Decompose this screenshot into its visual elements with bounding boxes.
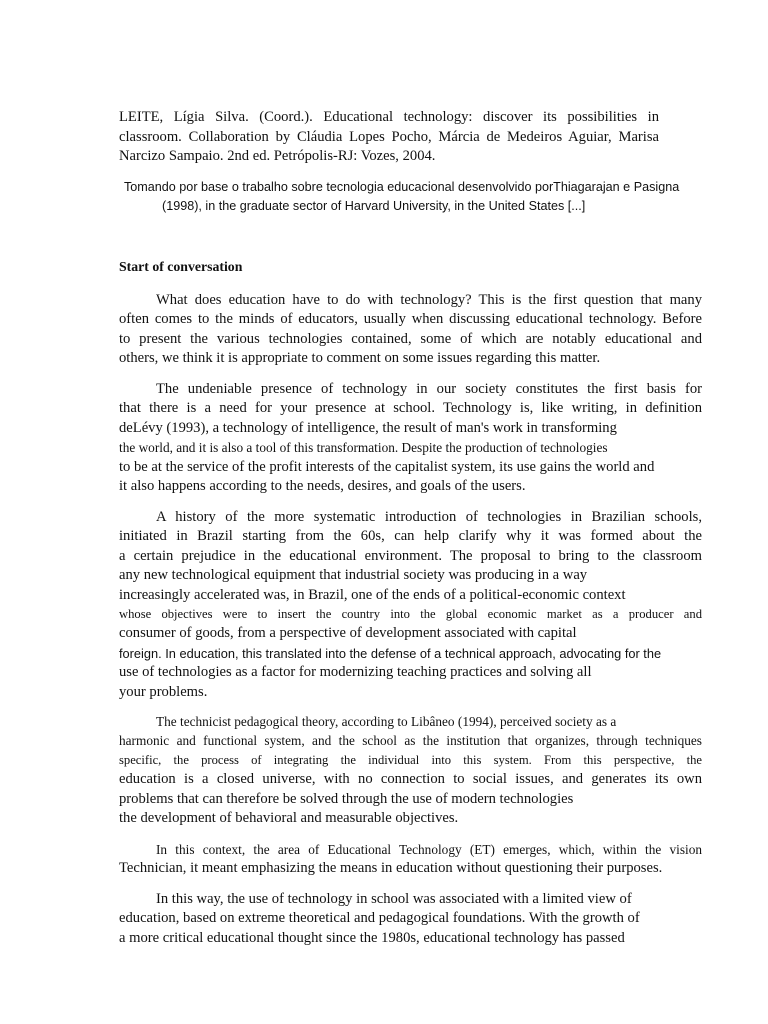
paragraph-line: In this way, the use of technology in school was associated with a limited view of <box>156 891 632 907</box>
paragraph-line: initiated in Brazil starting from the 60s, can help clarify why it was formed about the <box>119 528 702 545</box>
paragraph-line: whose objectives were to insert the country into the global economic market as a producer and <box>119 607 702 622</box>
bibliographic-citation <box>119 108 659 167</box>
paragraph-5 <box>119 840 702 879</box>
section-heading: Start of conversation <box>119 259 243 274</box>
paragraph-line: consumer of goods, from a perspective of development associated with capital <box>119 625 577 642</box>
paragraph-line: the development of behavioral and measurable objectives. <box>119 810 459 827</box>
paragraph-line: it also happens according to the needs, desires, and goals of the users. <box>119 478 526 495</box>
paragraph-line: The technicist pedagogical theory, according to Libâneo (1994), perceived society as a <box>156 714 617 729</box>
paragraph-line: deLévy (1993), a technology of intelligence, the result of man's work in transforming <box>119 419 617 436</box>
paragraph-line: harmonic and functional system, and the school as the institution that organizes, through techniques <box>119 733 702 749</box>
paragraph-line: your problems. <box>119 683 208 700</box>
paragraph-line: problems that can therefore be solved through the use of modern technologies <box>119 790 574 807</box>
paragraph-line: specific, the process of integrating the individual into this system. From this perspective, the <box>119 752 702 767</box>
epigraph-line: (1998), in the graduate sector of Harvard University, in the United States [...] <box>162 199 586 213</box>
paragraph-line: What does education have to do with technology? This is the first question that many <box>156 292 702 308</box>
paragraph-line: use of technologies as a factor for modernizing teaching practices and solving all <box>119 664 592 681</box>
paragraph-line: a certain prejudice in the educational environment. The proposal to bring to the classroom <box>119 547 702 564</box>
paragraph-line: often comes to the minds of educators, usually when discussing educational technology. Before <box>119 311 702 328</box>
paragraph-line: Technician, it meant emphasizing the means in education without questioning their purposes. <box>119 860 663 877</box>
paragraph-line: The undeniable presence of technology in our society constitutes the first basis for <box>156 381 702 397</box>
epigraph-line: Tomando por base o trabalho sobre tecnologia educacional desenvolvido porThiagarajan e Pasigna <box>124 180 680 194</box>
paragraph-line: any new technological equipment that industrial society was producing in a way <box>119 567 588 584</box>
paragraph-line: to be at the service of the profit interests of the capitalist system, its use gains the world and <box>119 458 655 475</box>
paragraph-1 <box>119 291 702 369</box>
paragraph-4 <box>119 712 702 828</box>
paragraph-line: education, based on extreme theoretical and pedagogical foundations. With the growth of <box>119 910 640 927</box>
paragraph-line: In this context, the area of Educational Technology (ET) emerges, which, within the vision <box>156 842 702 857</box>
paragraph-line: a more critical educational thought since the 1980s, educational technology has passed <box>119 929 625 946</box>
paragraph-3 <box>119 508 702 702</box>
paragraph-line: others, we think it is appropriate to comment on some issues regarding this matter. <box>119 350 601 367</box>
paragraph-2 <box>119 380 702 496</box>
paragraph-line: that there is a need for your presence at school. Technology is, like writing, in definition <box>119 400 702 417</box>
citation-line: LEITE, Lígia Silva. (Coord.). Educational technology: discover its possibilities in <box>119 109 659 125</box>
epigraph-quote <box>124 178 684 216</box>
paragraph-line: education is a closed universe, with no connection to social issues, and generates its own <box>119 771 702 788</box>
paragraph-line: the world, and it is also a tool of this transformation. Despite the production of technologies <box>119 440 608 456</box>
paragraph-line: to present the various technologies contained, some of which are notably educational and <box>119 330 702 347</box>
paragraph-line: foreign. In education, this translated into the defense of a technical approach, advocating for the <box>119 645 662 661</box>
citation-line: Narcizo Sampaio. 2nd ed. Petrópolis-RJ: Vozes, 2004. <box>119 148 436 164</box>
paragraph-6 <box>119 890 702 948</box>
citation-line: classroom. Collaboration by Cláudia Lopes Pocho, Márcia de Medeiros Aguiar, Marisa <box>119 128 659 145</box>
paragraph-line: A history of the more systematic introduction of technologies in Brazilian schools, <box>156 509 702 525</box>
paragraph-line: increasingly accelerated was, in Brazil, one of the ends of a political-economic context <box>119 586 626 603</box>
